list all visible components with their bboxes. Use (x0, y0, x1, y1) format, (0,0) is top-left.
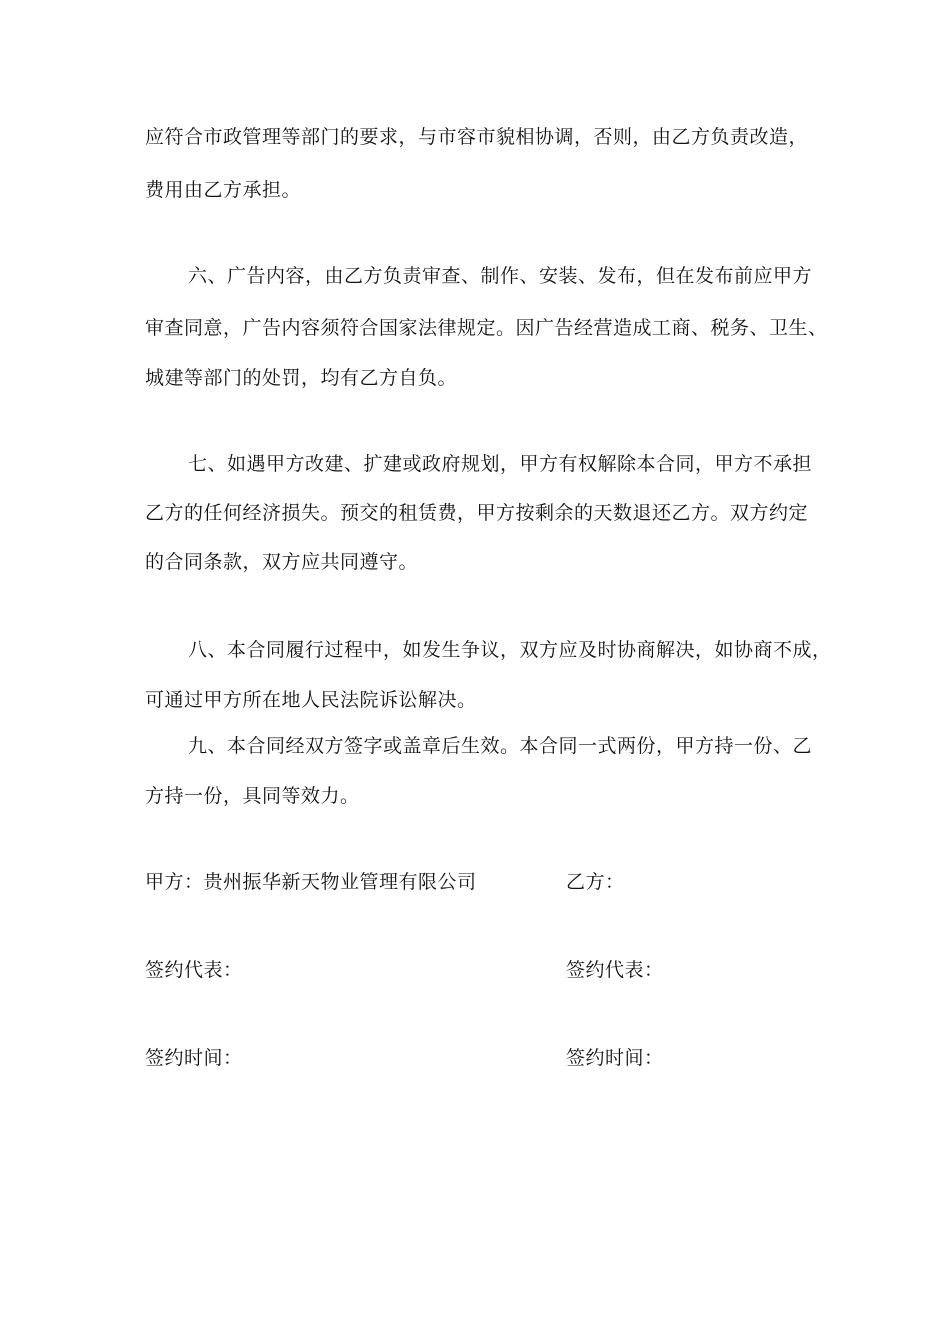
party-a-date-label: 签约时间： (145, 1047, 243, 1069)
clause-9-line-1: 九、本合同经双方签字或盖章后生效。本合同一式两份，甲方持一份、乙 (188, 735, 813, 757)
party-b-label: 乙方： (566, 871, 625, 893)
clause-7-line-1: 七、如遇甲方改建、扩建或政府规划，甲方有权解除本合同，甲方不承担 (188, 453, 813, 475)
clause-6-line-2: 审查同意，广告内容须符合国家法律规定。因广告经营造成工商、税务、卫生、 (145, 317, 828, 339)
clause-6-line-1: 六、广告内容，由乙方负责审查、制作、安装、发布，但在发布前应甲方 (188, 265, 813, 287)
clause-5-line-2: 费用由乙方承担。 (145, 179, 302, 201)
clause-9-line-2: 方持一份，具同等效力。 (145, 785, 360, 807)
clause-8-line-2: 可通过甲方所在地人民法院诉讼解决。 (145, 689, 477, 711)
party-b-representative-label: 签约代表： (566, 959, 664, 981)
clause-8-line-1: 八、本合同履行过程中，如发生争议，双方应及时协商解决，如协商不成， (188, 639, 832, 661)
party-a-representative-label: 签约代表： (145, 959, 243, 981)
clause-7-line-2: 乙方的任何经济损失。预交的租赁费，甲方按剩余的天数退还乙方。双方约定 (145, 502, 809, 524)
clause-6-line-3: 城建等部门的处罚，均有乙方自负。 (145, 367, 458, 389)
clause-7-line-3: 的合同条款，双方应共同遵守。 (145, 551, 419, 573)
party-a-label: 甲方：贵州振华新天物业管理有限公司 (145, 871, 477, 893)
party-b-date-label: 签约时间： (566, 1047, 664, 1069)
clause-5-line-1: 应符合市政管理等部门的要求，与市容市貌相协调，否则，由乙方负责改造， (145, 126, 809, 148)
